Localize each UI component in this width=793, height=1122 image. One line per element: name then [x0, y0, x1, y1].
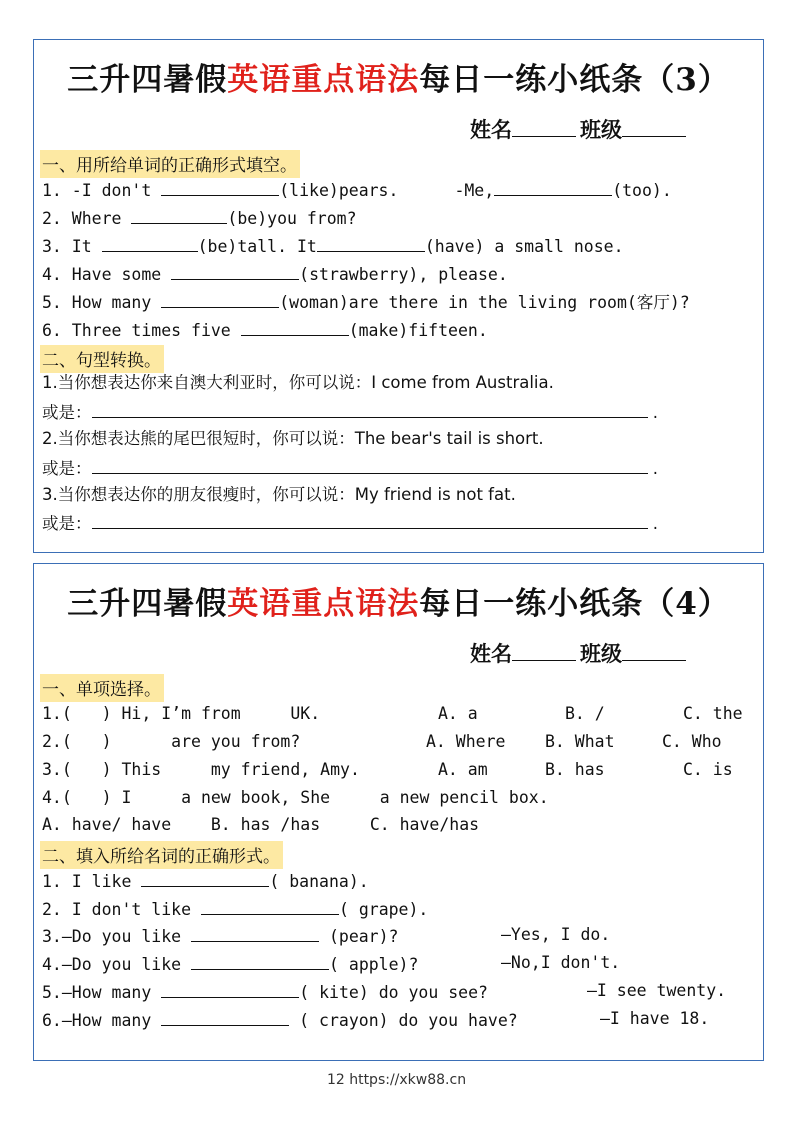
class-blank[interactable]: [622, 116, 686, 137]
answer-blank[interactable]: [171, 263, 299, 280]
title-highlight: 英语重点语法: [227, 62, 420, 98]
title-part: 每日一练小纸条（3）: [419, 62, 730, 98]
transform-2: 2.当你想表达熊的尾巴很短时，你可以说：The bear's tail is short.: [42, 429, 544, 448]
name-class-row: [470, 114, 690, 144]
answer-blank[interactable]: [191, 953, 329, 970]
mc-question-4-options: A. have/ have B. has /has C. have/has: [42, 815, 480, 834]
fill-6: 6.—How many ( crayon) do you have? —I have 18.: [42, 1009, 710, 1030]
answer-blank[interactable]: [102, 235, 198, 252]
transform-1: 1.当你想表达你来自澳大利亚时，你可以说：I come from Australia.: [42, 373, 554, 392]
card-title: [34, 578, 763, 623]
answer-blank[interactable]: [92, 512, 648, 529]
name-label: 姓名: [470, 118, 512, 142]
title-highlight: 英语重点语法: [227, 586, 420, 622]
mc-question-2: 2.( ) are you from? A. Where B. What C. Who: [42, 732, 722, 751]
mc-question-3: 3.( ) This my friend, Amy. A. am B. has C. is: [42, 760, 733, 779]
class-label: 班级: [580, 118, 622, 142]
page-footer: 12 https://xkw88.cn: [326, 1072, 467, 1088]
name-class-row: [470, 638, 690, 668]
name-blank[interactable]: [512, 640, 576, 661]
transform-3: 3.当你想表达你的朋友很瘦时，你可以说：My friend is not fat.: [42, 485, 516, 504]
answer-blank[interactable]: [161, 179, 279, 196]
section-heading: 一、用所给单词的正确形式填空。: [40, 150, 300, 178]
title-part: 每日一练小纸条（4）: [419, 586, 730, 622]
section-heading: 二、句型转换。: [40, 345, 164, 373]
section-heading: 一、单项选择。: [40, 674, 164, 702]
question-1: 1. -I don't (like)pears. -Me, (too).: [42, 181, 672, 200]
question-2: 2. Where (be)you from?: [42, 209, 357, 228]
answer-blank[interactable]: [161, 1009, 289, 1026]
fill-2: 2. I don't like ( grape).: [42, 900, 429, 919]
answer-blank[interactable]: [494, 179, 612, 196]
question-6: 6. Three times five (make)fifteen.: [42, 321, 488, 340]
class-label: 班级: [580, 642, 622, 666]
card-title: [34, 54, 763, 99]
fill-5: 5.—How many ( kite) do you see? —I see twenty.: [42, 981, 727, 1002]
answer-blank[interactable]: [92, 401, 648, 418]
answer-blank[interactable]: [317, 235, 425, 252]
question-4: 4. Have some (strawberry), please.: [42, 265, 508, 284]
answer-blank[interactable]: [161, 291, 279, 308]
worksheet-card-3: [33, 39, 764, 553]
title-part: 三升四暑假: [67, 62, 228, 98]
fill-4: 4.—Do you like ( apple)? —No,I don't.: [42, 953, 621, 974]
fill-1: 1. I like ( banana).: [42, 872, 369, 891]
title-part: 三升四暑假: [67, 586, 228, 622]
transform-3-answer: 或是： .: [42, 514, 658, 533]
fill-3: 3.—Do you like (pear)? —Yes, I do.: [42, 925, 611, 946]
answer-blank[interactable]: [131, 207, 227, 224]
mc-question-4: 4.( ) I a new book, She a new pencil box.: [42, 788, 549, 807]
answer-blank[interactable]: [161, 981, 299, 998]
question-5: 5. How many (woman)are there in the living room(客厅)?: [42, 293, 690, 312]
class-blank[interactable]: [622, 640, 686, 661]
worksheet-card-4: [33, 563, 764, 1061]
name-blank[interactable]: [512, 116, 576, 137]
transform-2-answer: 或是： .: [42, 459, 658, 478]
name-label: 姓名: [470, 642, 512, 666]
section-heading: 二、填入所给名词的正确形式。: [40, 841, 283, 869]
answer-blank[interactable]: [92, 457, 648, 474]
answer-blank[interactable]: [241, 319, 349, 336]
transform-1-answer: 或是： .: [42, 403, 658, 422]
question-3: 3. It (be)tall. It (have) a small nose.: [42, 237, 624, 256]
answer-blank[interactable]: [141, 870, 269, 887]
answer-blank[interactable]: [191, 925, 319, 942]
mc-question-1: 1.( ) Hi, I’m from UK. A. a B. / C. the: [42, 704, 743, 723]
answer-blank[interactable]: [201, 898, 339, 915]
